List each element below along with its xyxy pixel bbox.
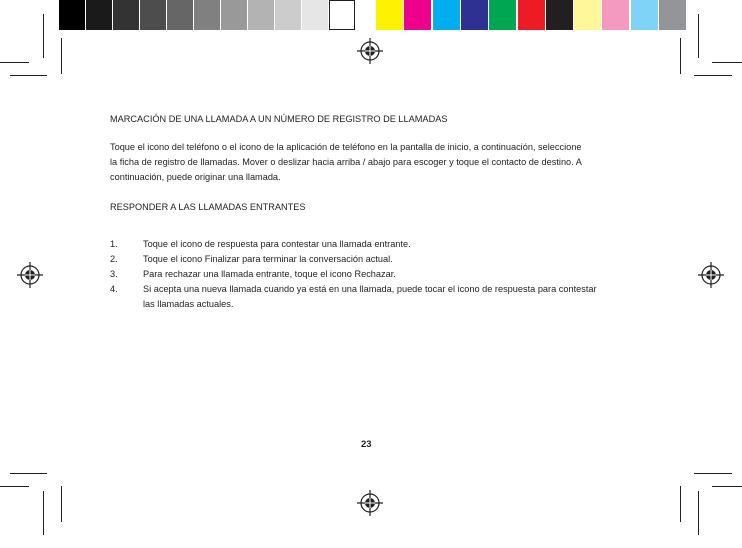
color-swatch <box>574 0 601 30</box>
list-item <box>110 237 597 252</box>
color-swatch <box>248 0 274 30</box>
paragraph-line: Toque el icono del teléfono o el icono de la aplicación de teléfono en la pantalla de inicio, a continuación, seleccione <box>110 142 582 152</box>
crop-mark <box>0 62 29 63</box>
color-swatch <box>376 0 403 30</box>
step-text: Toque el icono de respuesta para contestar una llamada entrante. <box>143 239 411 249</box>
color-swatch <box>275 0 301 30</box>
crop-mark <box>61 38 62 74</box>
color-swatch <box>302 0 328 30</box>
crop-mark <box>694 473 732 474</box>
color-swatch <box>631 0 658 30</box>
step-text: Toque el icono Finalizar para terminar la conversación actual. <box>143 254 393 264</box>
color-swatch <box>602 0 629 30</box>
color-swatch <box>221 0 247 30</box>
crop-mark <box>712 62 742 63</box>
color-swatch <box>59 0 85 30</box>
crop-mark <box>10 75 47 76</box>
step-text-line: las llamadas actuales. <box>143 299 234 309</box>
color-swatch <box>140 0 166 30</box>
color-swatch <box>546 0 573 30</box>
color-swatch <box>433 0 460 30</box>
step-text-line: Si acepta una nueva llamada cuando ya está en una llamada, puede tocar el icono de respuesta para contestar <box>143 284 597 294</box>
color-swatch <box>86 0 112 30</box>
step-number: 2. <box>110 254 118 264</box>
paragraph-line: la ficha de registro de llamadas. Mover o deslizar hacia arriba / abajo para escoger y toque el contacto de destino. A <box>110 157 582 167</box>
registration-mark-icon <box>698 262 724 288</box>
list-item <box>110 267 597 282</box>
color-swatch <box>404 0 431 30</box>
crop-mark <box>680 486 681 522</box>
color-swatch <box>113 0 139 30</box>
paragraph-line: continuación, puede originar una llamada. <box>110 172 281 182</box>
color-swatch <box>194 0 220 30</box>
crop-mark <box>43 14 44 58</box>
crop-mark <box>43 491 44 535</box>
registration-mark-icon <box>17 262 43 288</box>
color-swatch <box>659 0 686 30</box>
crop-mark <box>10 473 47 474</box>
color-swatch <box>167 0 193 30</box>
crop-mark <box>61 486 62 522</box>
section-title-dialing: MARCACIÓN DE UNA LLAMADA A UN NÚMERO DE REGISTRO DE LLAMADAS <box>110 114 448 124</box>
crop-mark <box>698 14 699 58</box>
color-swatch <box>329 0 355 30</box>
crop-mark <box>0 486 29 487</box>
step-number: 4. <box>110 284 118 294</box>
registration-mark-icon <box>357 490 383 516</box>
crop-mark <box>712 486 742 487</box>
steps-list <box>110 237 597 312</box>
color-swatch <box>489 0 516 30</box>
section-title-answering: RESPONDER A LAS LLAMADAS ENTRANTES <box>110 202 306 212</box>
step-text <box>143 282 597 312</box>
step-text: Para rechazar una llamada entrante, toque el icono Rechazar. <box>143 269 396 279</box>
crop-mark <box>680 38 681 74</box>
color-swatch <box>518 0 545 30</box>
step-number: 1. <box>110 239 118 249</box>
list-item <box>110 252 597 267</box>
crop-mark <box>694 75 732 76</box>
list-item <box>110 282 597 312</box>
step-number: 3. <box>110 269 118 279</box>
page-number: 23 <box>361 439 372 450</box>
color-swatch <box>461 0 488 30</box>
crop-mark <box>698 491 699 535</box>
registration-mark-icon <box>357 38 383 64</box>
